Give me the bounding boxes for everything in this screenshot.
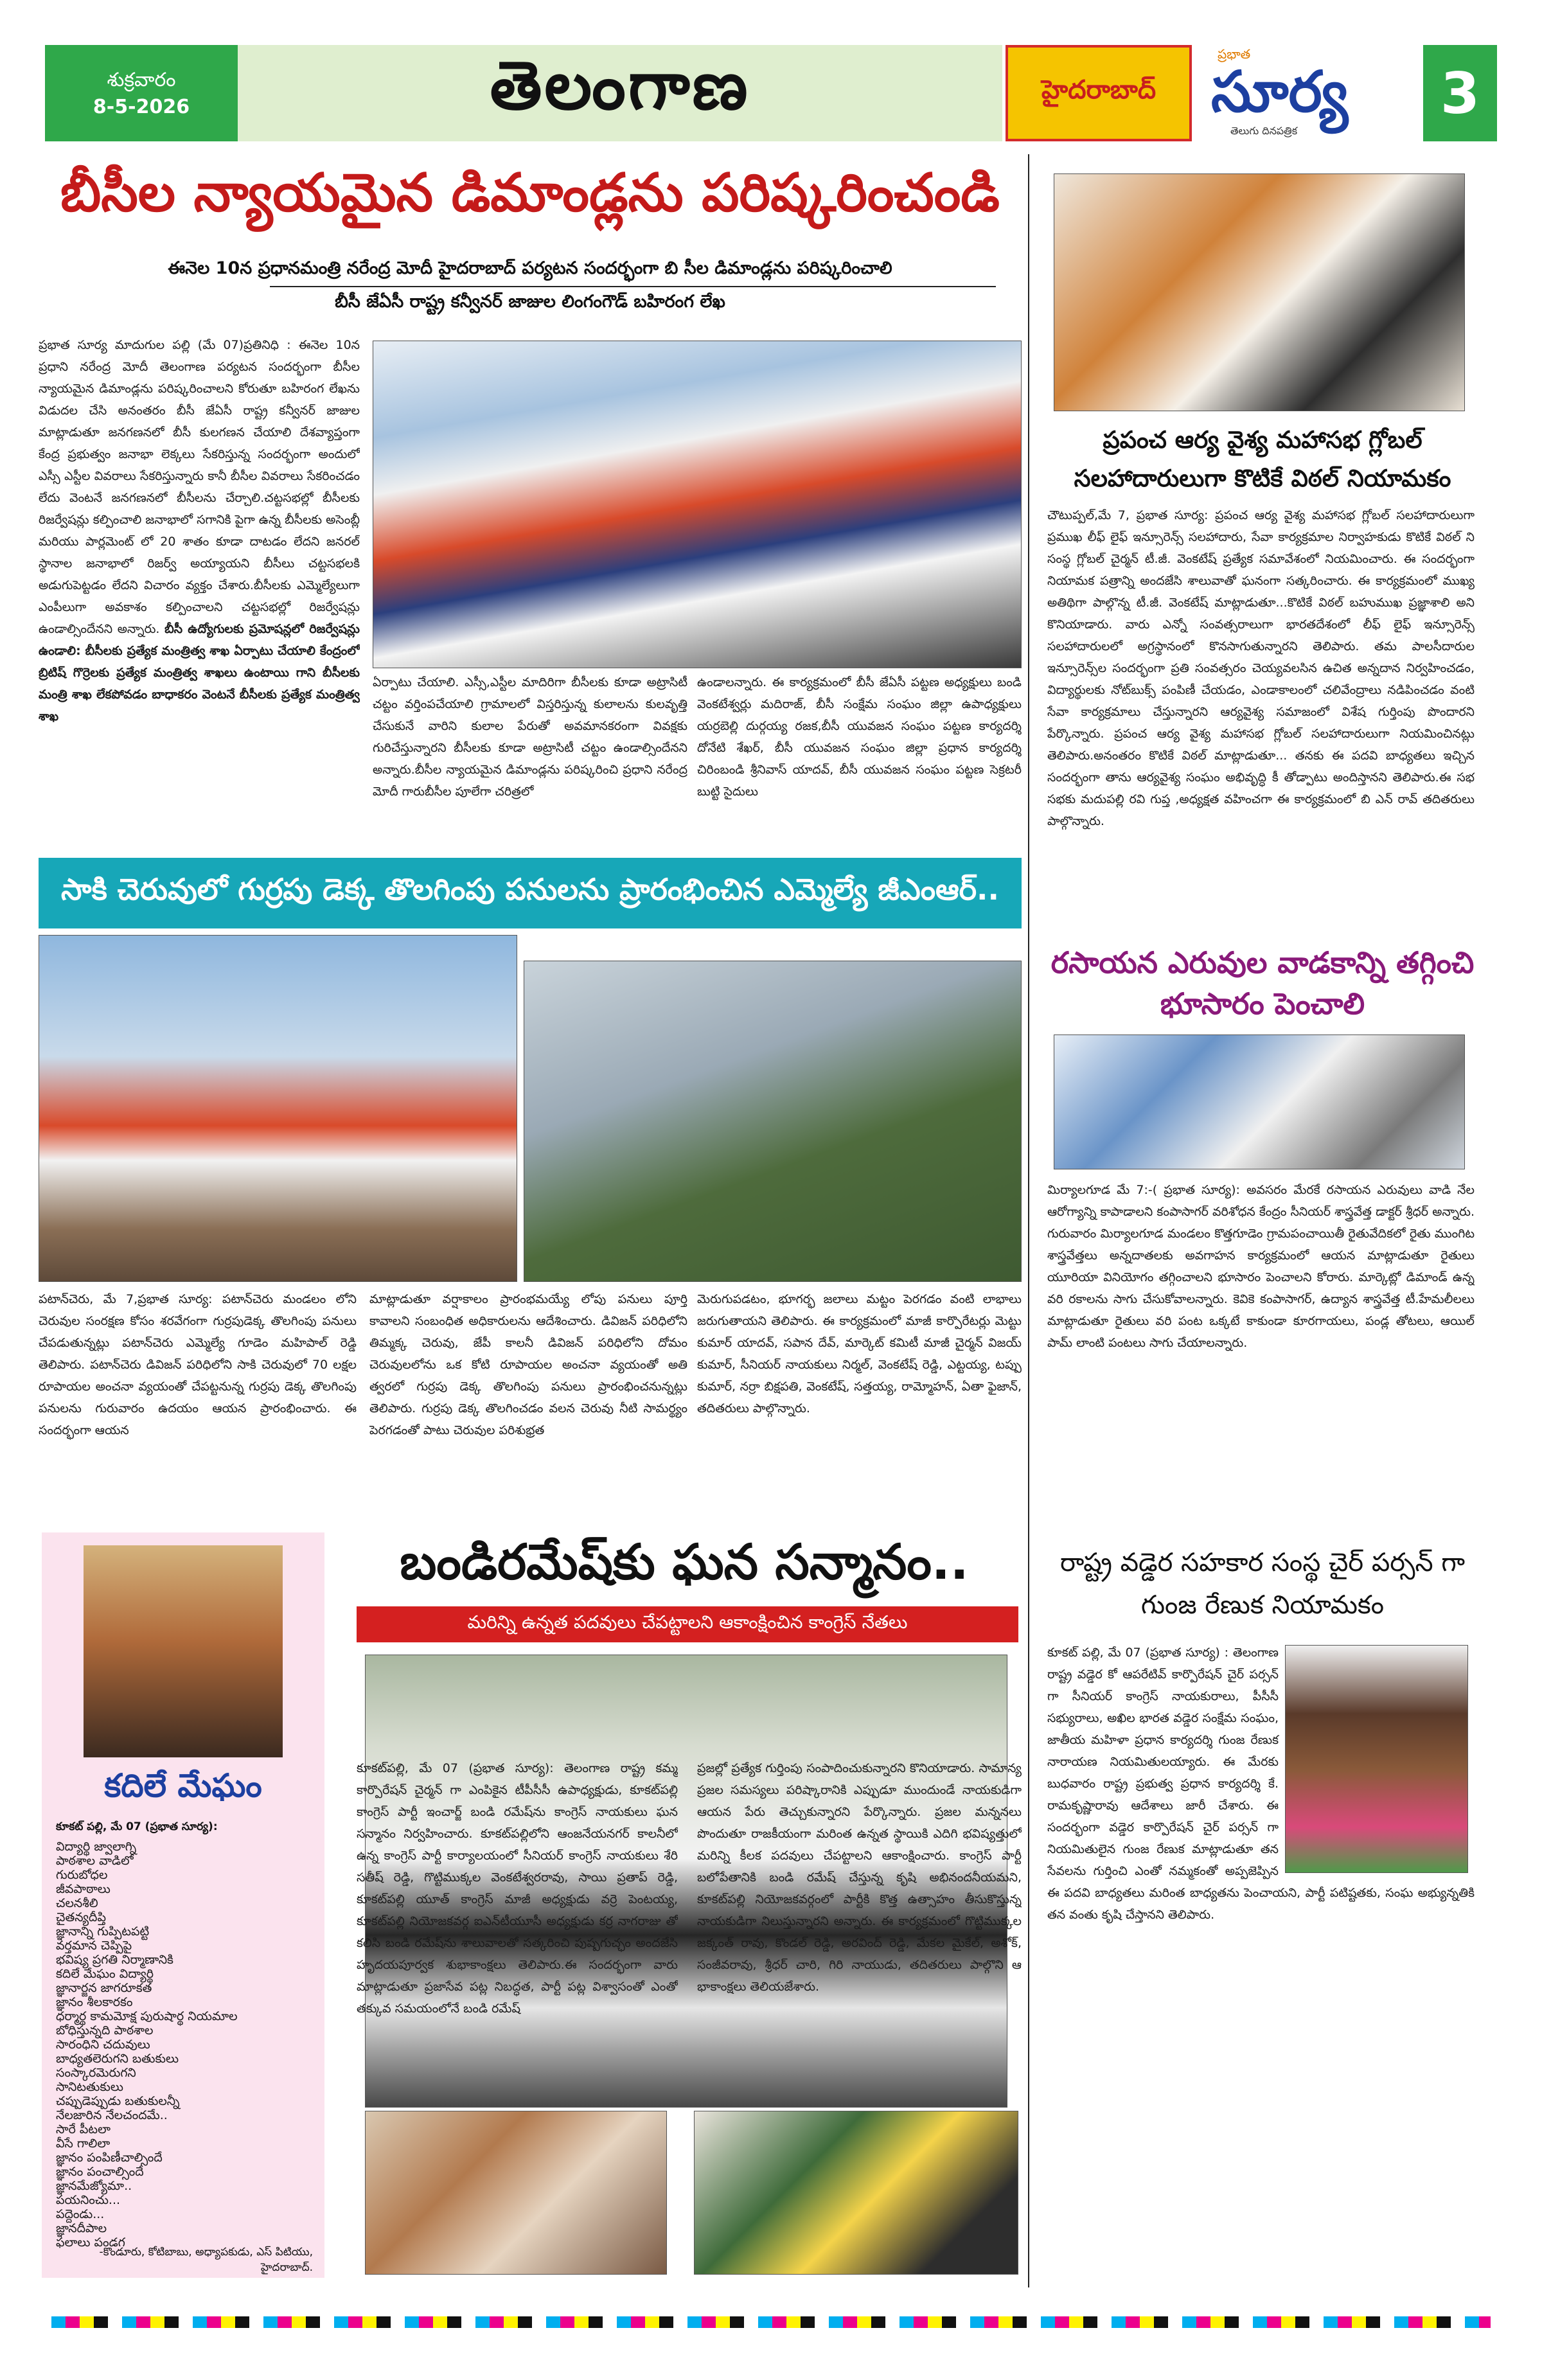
poem-line: నేలజారిన నేలచందమే.. [56, 2108, 168, 2122]
right1-photo [1054, 173, 1465, 411]
right1-body: చౌటుప్పల్,మే 7, ప్రభాత సూర్య: ప్రపంచ ఆర్య వైశ్య మహాసభ గ్లోబల్ సలహాదారులుగా ప్రముఖ లీఫ్ లైఫ్ ఇన్సూరెన్స్ సలహాదారు, సేవా కార్యక్రమాల నిర్వాహకుడు కొటికే విఠల్ ని సంస్థ గ్లోబల్ చైర్మన్ టీ.జీ. వెంకటేష్ ప్రత్యేక సమావేశంలో నియమించారు. ఈ సందర్భంగా నియామక పత్రాన్ని అందజేసి శాలువాతో ఘనంగా సత్కరించారు. ఈ కార్యక్రమంలో ముఖ్య అతిథిగా పాల్గొన్న టీ.జీ. వెంకటేష్ మాట్లాడుతూ...కొటికే విఠల్ బహుముఖ ప్రజ్ఞాశాలి అని కొనియాడారు. వారు ఎన్నో సంవత్సరాలుగా భారతదేశంలో లీఫ్ లైఫ్ ఇన్సూరెన్స్ సలహాదారులలో అగ్రస్థానంలో కొనసాగుతున్నారని తెలిపారు. తమ పాలసీదారుల ఇన్సూరెన్స్‌ల సందర్భంగా ప్రతి సంవత్సరం చెయ్యవలసిన ఉచిత అన్నదాన నిర్వహించడం, విద్యార్థులకు నోట్‌బుక్స్ పంపిణీ చేయడం, ఎండాకాలంలో చలివేంద్రాలు నడిపించడం వంటి సేవా కార్యక్రమాలు చేస్తున్నారని ఆర్యవైశ్య సమాజంలో విశేష గుర్తింపు పొందారని పేర్కొన్నారు. ప్రపంచ ఆర్య వైశ్య మహాసభ గ్లోబల్ సలహాదారులుగా నియమించినట్లు తెలిపారు.అనంతరం కొటికే విఠల్ మాట్లాడుతూ... తనకు ఈ పదవి బాధ్యతలు ఇచ్చిన సందర్భంగా తాను ఆర్యవైశ్య సంఘం అభివృద్ధి కీ తోడ్పాటు అందిస్తానని తెలిపారు.ఈ సభ సభకు మదుపల్లి రవి గుప్త ,అధ్యక్షత వహించగా ఈ కార్యక్రమంలో బి ఎన్ రావ్ తదితరులు పాల్గొన్నారు. [1047, 508, 1475, 828]
poem-dateline: కూకట్ పల్లి, మే 07 (ప్రభాత సూర్య): [56, 1820, 218, 1833]
poem-box [42, 1532, 324, 2278]
page-number-box [1423, 45, 1497, 141]
poet-photo [84, 1545, 283, 1757]
right3-body-text: కూకట్ పల్లి, మే 07 (ప్రభాత సూర్య) : తెలంగాణ రాష్ట్ర వడ్డెర కో ఆపరేటివ్ కార్పొరేషన్ చైర్ పర్సన్ గా సీనియర్ కాంగ్రెస్ నాయకురాలు, పీసీసీ సభ్యురాలు, అఖిల భారత వడ్డెర సంక్షేమ సంఘం, జాతీయ మహిళా ప్రధాన కార్యదర్శి గుంజ రేణుక నారాయణ నియమితులయ్యారు. ఈ మేరకు బుధవారం రాష్ట్ర ప్రభుత్వ ప్రధాన కార్యదర్శి కే. రామకృష్ణారావు ఆదేశాలు జారీ చేశారు. ఈ సందర్భంగా వడ్డెర కార్పొరేషన్ చైర్ పర్సన్ గా నియమితులైన గుంజ రేణుక మాట్లాడుతూ తన సేవలను గుర్తించి ఎంతో నమ్మకంతో అప్పజెప్పిన ఈ పదవి బాధ్యతలు మరింత బాధ్యతను పెంచాయని, పార్టీ పటిష్టతకు, సంఘ అభ్యున్నతికి తన వంతు కృషి చేస్తానని తెలిపారు. [1047, 1646, 1475, 1922]
poem-line: సానిటతుకులు [56, 2080, 123, 2094]
story3-column-1: కూకట్‌పల్లి, మే 07 (ప్రభాత సూర్య): తెలంగాణ రాష్ట్ర కమ్మ కార్పొరేషన్ చైర్మన్ గా ఎంపికైన టీపీసీసీ ఉపాధ్యక్షుడు, కూకట్‌పల్లి కాంగ్రెస్ పార్టీ ఇంచార్జ్ బండి రమేష్‌ను కాంగ్రెస్ నాయకులు ఘన సన్మానం నిర్వహించారు. కూకట్‌పల్లిలోని ఆంజనేయనగర్ కాలనీలో ఉన్న కాంగ్రెస్ పార్టీ కార్యాలయంలో సీనియర్ కాంగ్రెస్ నాయకులు శేరి సతీష్ రెడ్డి, గొట్టిముక్కల వెంకటేశ్వరరావు, సాయి ప్రతాప్ రెడ్డి, కూకట్‌పల్లి యూత్ కాంగ్రెస్ మాజీ అధ్యక్షుడు వర్రె పెంటయ్య, కూకట్‌పల్లి నియోజకవర్గ ఐఎన్‌టీయూసీ అధ్యక్షుడు కర్ర నాగరాజు తో కలిసి బండి రమేష్‌ను శాలువాలతో సత్కరించి పుష్పగుచ్ఛం అందజేసి హృదయపూర్వక శుభాకాంక్షలు తెలిపారు.ఈ సందర్భంగా వారు మాట్లాడుతూ ప్రజాసేవ పట్ల నిబద్ధత, పార్టీ పట్ల విశ్వాసంతో ఎంతో తక్కువ సమయంలోనే బండి రమేష్ [357, 1761, 678, 2016]
story2-headline: సాకి చెరువులో గుర్రపు డెక్క తొలగింపు పనులను ప్రారంభించిన ఎమ్మెల్యే జీఎంఆర్.. [61, 872, 999, 907]
story1-column-2: ఏర్పాటు చేయాలి. ఎస్సీ,ఎస్టీల మాదిరిగా బీసీలకు కూడా అట్రాసిటీ చట్టం వర్తింపచేయాలి గ్రామాలలో విస్తరిస్తున్న కులాలను కులవృత్తి చేసుకునే వారిని కులాల పేరుతో అవమానకరంగా వివక్షకు గురిచేస్తున్నారని బీసీలకు కూడా అట్రాసిటీ చట్టం ఉండాల్సిందేనని అన్నారు.బీసీల న్యాయమైన డిమాండ్లను పరిష్కరించి ప్రధాని నరేంద్ర మోదీ గారుబీసీల పూలేగా చరిత్రలో [373, 675, 687, 799]
story3-photo-left [365, 2111, 667, 2275]
poem-author: -కొండూరు, కోటిబాబు, అధ్యాపకుడు, ఎస్ పిటియు, హైదరాబాద్. [99, 2246, 313, 2274]
poem-line: పద్దెండు... [56, 2207, 105, 2221]
brand-tagline: తెలుగు దినపత్రిక [1230, 125, 1298, 137]
poem-line: జ్ఞానమేజ్యోమా.. [56, 2179, 132, 2193]
poem-line: సారంధిని చదువులు [56, 2038, 150, 2052]
poem-line: చలనశీలి [56, 1896, 98, 1910]
right-column-divider [1028, 154, 1029, 2287]
poem-line: జ్ఞానాన్ని గుప్పిటపట్టి [56, 1924, 150, 1939]
story2-photo-left [39, 935, 517, 1282]
poem-line: గురుబోధల [56, 1868, 108, 1882]
story1-headline: బీసీల న్యాయమైన డిమాండ్లను పరిష్కరించండి [60, 162, 1000, 224]
poem-line: ధర్మార్థ కామమోక్ష పురుషార్థ నియమాల [56, 2009, 238, 2023]
brand-prefix: ప్రభాత [1218, 46, 1251, 62]
date-box [45, 45, 238, 141]
story2-column-3: మెరుగుపడటం, భూగర్భ జలాలు మట్టం పెరగడం వంటి లాభాలు జరుగుతాయని తెలిపారు. ఈ కార్యక్రమంలో మాజీ కార్పొరేటర్లు మెట్టు కుమార్ యాదవ్, సపాన దేవ్, మార్కెట్ కమిటీ మాజీ చైర్మన్ విజయ్ కుమార్, సీనియర్ నాయకులు నిర్మల్, వెంకటేష్ రెడ్డి, ఎట్టయ్య, టప్పు కుమార్, నర్రా బిక్షపతి, వెంకటేష్, సత్తయ్య, రామ్మోహన్, ఏతా ఫైజాన్, తదితరులు పాల్గొన్నారు. [697, 1292, 1022, 1416]
section-banner [238, 45, 1002, 141]
story1-subhead-2: బీసీ జేఏసీ రాష్ట్ర కన్వీనర్ జాజుల లింగంగౌడ్ బహిరంగ లేఖ [335, 292, 725, 312]
section-title: తెలంగాణ [490, 45, 750, 125]
poem-line: జ్ఞానదీపాల [56, 2221, 107, 2235]
right1-headline: ప్రపంచ ఆర్య వైశ్య మహాసభ గ్లోబల్ సలహాదారులుగా కొటికే విఠల్ నియామకం [1074, 426, 1451, 492]
story2-photo-right [524, 961, 1022, 1282]
poem-line: కదిలే మేఘం విద్యార్థి [56, 1967, 154, 1981]
poem-line: పయనించు... [56, 2193, 121, 2207]
story1-col1-b: బీసీ ఉద్యోగులకు ప్రమోషన్లలో రిజర్వేషన్లు ఉండాలి: బీసీలకు ప్రత్యేక మంత్రిత్వ శాఖ ఏర్పాటు చేయాలి కేంద్రంలో బ్రిటిష్ గొర్రెలకు ప్రత్యేక మంత్రిత్వ శాఖలు ఉంటాయి గాని బీసీలకు మంత్రి శాఖ లేకపోవడం బాధాకరం వెంటనే బీసీలకు ప్రత్యేక మంత్రిత్వ శాఖ [39, 622, 360, 724]
poem-line: చైతన్యదీప్తి [56, 1910, 106, 1924]
city-box [1006, 45, 1192, 141]
poem-line: జ్ఞానం పంచాల్సిందే [56, 2165, 144, 2179]
poem-line: బోధిస్తున్నది పాఠశాల [56, 2023, 154, 2038]
poem-line: జ్ఞానం పంపిణీచాల్సిందే [56, 2151, 163, 2165]
registration-strip [51, 2316, 1491, 2328]
city-name: హైదరాబాద్ [1041, 75, 1156, 105]
story3-column-2: ప్రజల్లో ప్రత్యేక గుర్తింపు సంపాదించుకున్నారని కొనియాడారు. సామాన్య ప్రజల సమస్యలు పరిష్కారానికి ఎప్పుడూ ముందుండే నాయకుడిగా ఆయన పేరు తెచ్చుకున్నారని పేర్కొన్నారు. ప్రజల మన్ననలు పొందుతూ రాజకీయంగా మరింత ఉన్నత స్థాయికి ఎదిగి భవిష్యత్తులో మరిన్ని కీలక పదవులు చేపట్టాలని ఆకాంక్షించారు. కాంగ్రెస్ పార్టీ బలోపేతానికి బండి రమేష్ చేస్తున్న కృషి అభినందనీయమని, కూకట్‌పల్లి నియోజకవర్గంలో పార్టీకి కొత్త ఉత్సాహం తీసుకొస్తున్న నాయకుడిగా నిలుస్తున్నారని అన్నారు. ఈ కార్యక్రమంలో గొట్టిముక్కల జక్కంత్ రావు, కొండల్ రెడ్డి, అరవింద్ రెడ్డి, మేకల మైకేల్, అశోక్, సంజీవరావు, శ్రీధర్ చారి, గిరి నాయుడు, తదితరులు పాల్గొని ఆ భాకాంక్షలు తెలియజేశారు. [697, 1761, 1022, 1994]
story3-subhead-bar [357, 1606, 1018, 1642]
poem-line: బాధ్యతలెరుగని బతుకులు [56, 2052, 179, 2066]
masthead [45, 45, 1497, 141]
poem-line: జీవపాఠాలు [56, 1882, 111, 1896]
story2-column-1: పటాన్‌చెరు, మే 7,ప్రభాత సూర్య: పటాన్‌చెరు మండలం లోని చెరువుల సంరక్షణ కోసం శరవేగంగా గుర్రపుడెక్క తొలగింపు పనులు చేపడుతున్నట్లు పటాన్‌చెరు ఎమ్మెల్యే గూడెం మహిపాల్ రెడ్డి తెలిపారు. పటాన్‌చెరు డివిజన్ పరిధిలోని సాకి చెరువులో 70 లక్షల రూపాయల అంచనా వ్యయంతో చేపట్టనున్న గుర్రపు డెక్క తొలగింపు పనులను గురువారం ఉదయం ఆయన ప్రారంభించారు. ఈ సందర్భంగా ఆయన [39, 1292, 357, 1437]
poem-line: సంస్కారమెరుగని [56, 2066, 136, 2080]
right2-body: మిర్యాలగూడ మే 7:-( ప్రభాత సూర్య): అవసరం మేరకే రసాయన ఎరువులు వాడి నేల ఆరోగ్యాన్ని కాపాడాలని కంపాసాగర్ వరిశోధన కేంద్రం సీనియర్ శాస్త్రవేత్త డాక్టర్ శ్రీధర్ అన్నారు. గురువారం మిర్యాలగూడ మండలం కొత్తగూడెం గ్రామపంచాయితీ రైతువేదికలో రైతు ముంగిట శాస్త్రవేత్తలు అన్నదాతలకు అవగాహన కార్యక్రమంలో ఆయన మాట్లాడుతూ రైతులు యూరియా వినియోగం తగ్గించాలని భూసారం పెంచాలని కోరారు. మార్కెట్లో డిమాండ్ ఉన్న వరి రకాలను సాగు చేసుకోవాలన్నారు. కెవికె కంపాసాగర్, ఉద్యాన శాస్త్రవేత్త టీ.హేమలీలలు మాట్లాడుతూ రైతులు వరి పంట ఒక్కటే కాకుండా కూరగాయలు, పండ్ల తోటలు, ఆయిల్ పామ్ లాంటి పంటలు సాగు చేయాలన్నారు. [1047, 1183, 1475, 1350]
page-number: 3 [1440, 60, 1480, 127]
poem-line: జ్ఞానార్జన జాగరూకత [56, 1981, 152, 1995]
story2-headline-bar [39, 858, 1022, 928]
weekday: శుక్రవారం [107, 68, 176, 91]
poem-title: కదిలే మేఘం [104, 1766, 262, 1804]
right2-headline: రసాయన ఎరువుల వాడకాన్ని తగ్గించి భూసారం పెంచాలి [1050, 945, 1475, 1021]
poem-line: విద్యార్థి జ్వాలాగ్ని [56, 1840, 137, 1854]
story1-col1-text: ప్రభాత సూర్య మాదుగుల పల్లి (మే 07)ప్రతినిధి : ఈనెల 10న ప్రధాని నరేంద్ర మోదీ తెలంగాణ పర్యటన సందర్భంగా బీసీల న్యాయమైన డిమాండ్లను పరిష్కరించాలని కోరుతూ బహిరంగ లేఖను విడుదల చేసి అనంతరం బీసీ జేఏసీ రాష్ట్ర కన్వీనర్ జాజుల మాట్లాడుతూ జనగణనలో బీసీ కులగణన చేయాలి దేశవ్యాప్తంగా కేంద్ర ప్రభుత్వం జనాభా లెక్కలు సేకరిస్తున్న సందర్భంగా అందులో ఎస్సీ ఎస్టీల వివరాలు సేకరిస్తున్నారు కానీ బీసీల వివరాలు సేకరించడం లేదు వెంటనే జనగణనలో బీసీలను చేర్చాలి.చట్టసభల్లో బీసీలకు రిజర్వేషన్లు కల్పించాలి జనాభాలో సగానికి పైగా ఉన్న బీసీలకు అసెంబ్లీ మరియు పార్లమెంట్ లో 20 శాతం కూడా దాటడం లేదని జనరల్ స్థానాల జనాభాలో రిజర్వ్ అయ్యాయని బీసీలు చట్టసభలకి అడుగుపెట్టడం లేదని విచారం వ్యక్తం చేశారు.బీసీలకు ఎమ్మెల్యేలుగా ఎంపీలుగా అవకాశం కల్పించాలని చట్టసభల్లో రిజర్వేషన్లు ఉండాల్సిందేనని అన్నారు. [39, 338, 360, 636]
story3-subhead: మరిన్ని ఉన్నత పదవులు చేపట్టాలని ఆకాంక్షించిన కాంగ్రెస్ నేతలు [467, 1612, 908, 1633]
story1-photo [373, 341, 1022, 668]
poem-line: చప్పుడెప్పుడు బతుకులన్నీ [56, 2094, 180, 2108]
poem-line: ఫలాలు పండగ [56, 2235, 125, 2250]
story1-column-3: ఉండాలన్నారు. ఈ కార్యక్రమంలో బీసీ జేఏసీ పట్టణ అధ్యక్షులు బండి వెంకటేశ్వర్లు మదిరాజ్, బీసీ సంక్షేమ సంఘం జిల్లా ఉపాధ్యక్షులు యర్రబెల్లి దుర్గయ్య రజక,బీసీ యువజన సంఘం పట్టణ కార్యదర్శి దోనేటి శేఖర్, బీసీ యువజన సంఘం జిల్లా ప్రధాన కార్యదర్శి చిరింబండి శ్రీనివాస్ యాదవ్, బీసీ యువజన సంఘం పట్టణ సెక్రటరీ బుట్టి సైదులు [697, 675, 1022, 799]
right3-headline: రాష్ట్ర వడ్డెర సహకార సంస్థ చైర్ పర్సన్ గా గుంజ రేణుక నియామకం [1059, 1548, 1466, 1620]
poem-line: జ్ఞానం శీలకారకం [56, 1995, 133, 2009]
story3-photo-right [694, 2111, 1018, 2275]
portrait-spacer [1279, 1642, 1475, 1879]
poem-line: పాఠశాల వాడిలో [56, 1854, 134, 1868]
brand-logo [1205, 45, 1417, 141]
story2-column-2: మాట్లాడుతూ వర్షాకాలం ప్రారంభమయ్యే లోపు పనులు పూర్తి కావాలని సంబంధిత అధికారులను ఆదేశించారు. డివిజన్ పరిధిలోని తిమ్మక్క చెరువు, జేపీ కాలనీ డివిజన్ పరిధిలోని దోమం చెరువులలోను ఒక కోటి రూపాయల అంచనా వ్యయంతో అతి త్వరలో గుర్రపు డెక్క తొలగింపు పనులు ప్రారంభించనున్నట్లు తెలిపారు. గుర్రపు డెక్క తొలగించడం వలన చెరువు నీటి సామర్థ్యం పెరగడంతో పాటు చెరువుల పరిశుభ్రత [369, 1292, 687, 1437]
poem-lines [56, 1840, 313, 2250]
story1-subhead-rule [270, 286, 996, 287]
right3-body [1047, 1642, 1475, 2278]
story3-headline: బండిరమేష్‌కు ఘన సన్మానం.. [400, 1533, 969, 1590]
poem-line: భవిష్య ప్రగతి నిర్మాణానికి [56, 1953, 173, 1967]
poem-line: వీసే గాలిలా [56, 2136, 111, 2151]
story1-subhead-1: ఈనెల 10న ప్రధానమంత్రి నరేంద్ర మోదీ హైదరాబాద్ పర్యటన సందర్భంగా బి సీల డిమాండ్లను పరిష్కరించాలి [168, 258, 892, 278]
right2-photo [1054, 1035, 1465, 1169]
issue-date: 8-5-2026 [93, 95, 190, 118]
poem-line: సారే పీటలా [56, 2122, 111, 2136]
poem-line: వర్తమాన చెప్పిపై [56, 1939, 132, 1953]
brand-name: సూర్య [1211, 58, 1349, 125]
